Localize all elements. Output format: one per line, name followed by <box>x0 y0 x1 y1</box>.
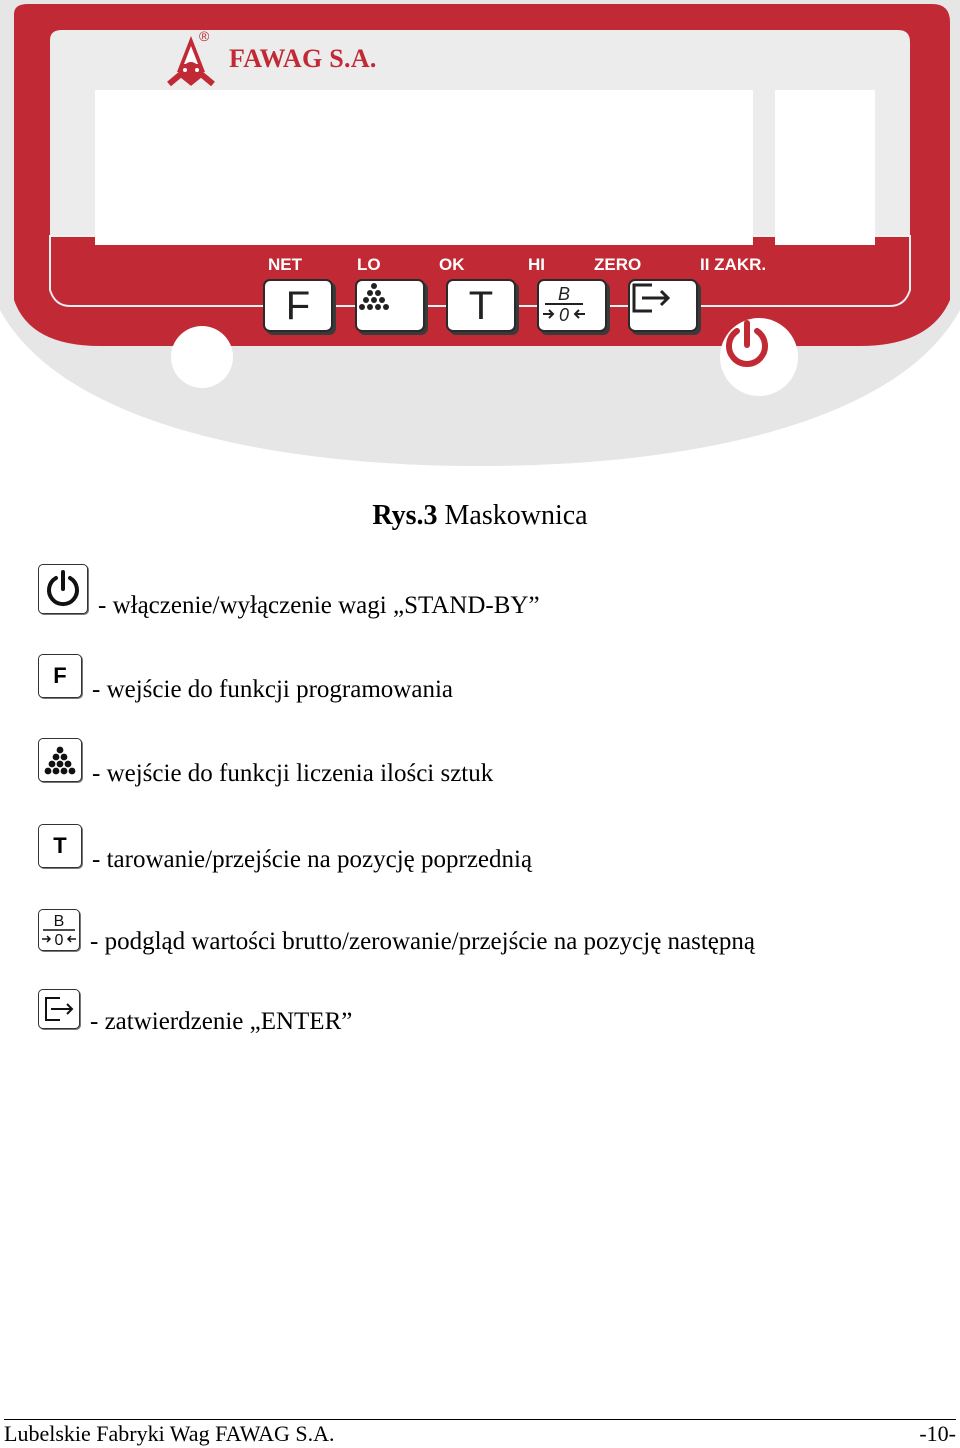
fawag-logo <box>163 28 403 92</box>
unit-display <box>775 90 875 245</box>
power-icon <box>38 564 88 614</box>
power-button[interactable] <box>720 318 798 396</box>
brand-name: FAWAG S.A. <box>229 44 377 73</box>
page-footer <box>4 1419 956 1448</box>
logo-emblem-icon <box>163 32 225 88</box>
f-icon-glyph: F <box>53 663 67 688</box>
pieces-key[interactable] <box>355 279 425 332</box>
brutto-zero-icon <box>539 281 589 325</box>
pieces-icon <box>38 738 82 782</box>
page-number: -10- <box>919 1421 956 1446</box>
pieces-icon <box>357 281 391 311</box>
figure-title: Maskownica <box>437 500 588 531</box>
t-icon-glyph: T <box>53 833 67 858</box>
f-key[interactable] <box>263 279 333 332</box>
t-icon <box>38 824 82 868</box>
panel-hole <box>171 326 233 388</box>
registered-mark: ® <box>199 28 210 44</box>
brutto-zero-icon <box>38 909 80 951</box>
tare-key-label: T <box>468 283 494 328</box>
brutto-glyph: B <box>53 913 65 930</box>
figure-caption <box>0 500 960 532</box>
enter-icon <box>38 989 80 1029</box>
legend-text-f: - wejście do funkcji programowania <box>92 676 453 703</box>
legend-text-power: - włączenie/wyłączenie wagi „STAND-BY” <box>98 592 540 619</box>
legend-text-tare: - tarowanie/przejście na pozycję poprzednią <box>92 846 533 873</box>
scale-front-panel <box>0 0 960 470</box>
zero-glyph: 0 <box>54 932 64 949</box>
figure-number: Rys.3 <box>372 500 438 531</box>
enter-icon <box>630 281 674 315</box>
indicator-ok: OK <box>439 255 465 274</box>
indicator-net: NET <box>268 255 302 274</box>
weight-display <box>95 90 753 245</box>
footer-company: Lubelskie Fabryki Wag FAWAG S.A. <box>4 1421 335 1446</box>
indicator-hi: HI <box>528 255 545 274</box>
legend-text-pieces: - wejście do funkcji liczenia ilości sztuk <box>92 760 494 787</box>
f-icon <box>38 654 82 698</box>
f-key-label: F <box>285 283 311 328</box>
enter-key[interactable] <box>628 279 698 332</box>
indicator-range-2: II ZAKR. <box>700 255 767 274</box>
brutto-zero-key[interactable] <box>537 279 607 332</box>
legend-text-enter: - zatwierdzenie „ENTER” <box>90 1008 353 1035</box>
indicator-zero: ZERO <box>594 255 642 274</box>
brutto-glyph: B <box>557 284 571 304</box>
zero-glyph: 0 <box>558 305 570 325</box>
indicator-lo: LO <box>357 255 381 274</box>
legend-text-brutto-zero: - podgląd wartości brutto/zerowanie/przejście na pozycję następną <box>90 928 756 955</box>
tare-key[interactable] <box>446 279 516 332</box>
power-icon <box>720 318 774 372</box>
